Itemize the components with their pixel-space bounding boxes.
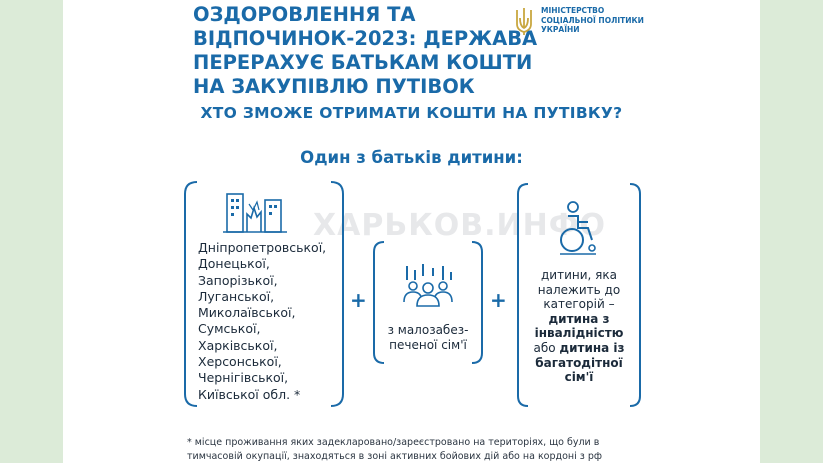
category-bold: дитина із	[559, 340, 625, 355]
regions-list	[198, 240, 326, 403]
watermark: ХАРЬКОВ.ИНФО	[313, 208, 606, 243]
region-item: Запорізької,	[198, 272, 278, 288]
region-item: Луганської,	[198, 288, 275, 304]
question-heading: ХТО ЗМОЖЕ ОТРИМАТИ КОШТИ НА ПУТІВКУ?	[200, 104, 623, 122]
ministry-line: СОЦІАЛЬНОЇ ПОЛІТИКИ	[541, 15, 644, 25]
ministry-logo	[513, 6, 644, 36]
region-item: Дніпропетровської,	[198, 240, 327, 255]
title-line: НА ЗАКУПІВЛЮ ПУТІВОК	[193, 75, 475, 98]
category-text	[516, 268, 642, 385]
category-line: категорій –	[543, 297, 615, 312]
war-damaged-buildings-icon	[223, 190, 289, 234]
region-item: Сумської,	[198, 321, 261, 337]
family-group-icon	[399, 262, 457, 308]
title-line: ОЗДОРОВЛЕННЯ ТА	[193, 3, 416, 26]
trident-icon	[513, 6, 535, 36]
region-item: Херсонської,	[198, 354, 282, 370]
region-item: Чернігівської,	[198, 370, 289, 386]
title-line: ВІДПОЧИНОК-2023: ДЕРЖАВА	[193, 27, 538, 50]
low-income-line: печеної сім'ї	[389, 338, 467, 352]
plus-sign: +	[350, 288, 367, 312]
region-item: Київської обл. *	[198, 386, 301, 402]
title-line: ПЕРЕРАХУЄ БАТЬКАМ КОШТИ	[193, 51, 533, 74]
low-income-text	[372, 323, 484, 353]
plus-sign: +	[490, 288, 507, 312]
infographic-card	[63, 0, 760, 463]
category-bold: багатодітної	[535, 355, 623, 370]
category-line: дитини, яка	[541, 268, 617, 282]
subheading: Один з батьків дитини:	[300, 148, 523, 167]
category-bold: інвалідністю	[534, 326, 624, 341]
low-income-line: з малозабез-	[387, 323, 469, 337]
region-item: Донецької,	[198, 256, 270, 272]
category-bold: сім'ї	[564, 370, 594, 385]
category-or: або	[533, 340, 556, 355]
ministry-line: УКРАЇНИ	[541, 25, 580, 34]
footnote-line: * місце проживання яких задекларовано/зареєстровано на територіях, що були в	[187, 437, 600, 448]
footnote-line: тимчасовій окупації, знаходяться в зоні активних бойових дій або на кордоні з рф	[187, 451, 602, 462]
region-item: Миколаївської,	[198, 305, 296, 321]
region-item: Харківської,	[198, 337, 278, 353]
category-bold: дитина з	[548, 311, 610, 326]
ministry-line: МІНІСТЕРСТВО	[541, 6, 605, 15]
page-title	[193, 3, 543, 99]
ministry-name	[541, 6, 644, 35]
wheelchair-user-icon	[556, 200, 600, 256]
category-line: належить до	[537, 282, 621, 297]
footnote	[187, 436, 602, 463]
